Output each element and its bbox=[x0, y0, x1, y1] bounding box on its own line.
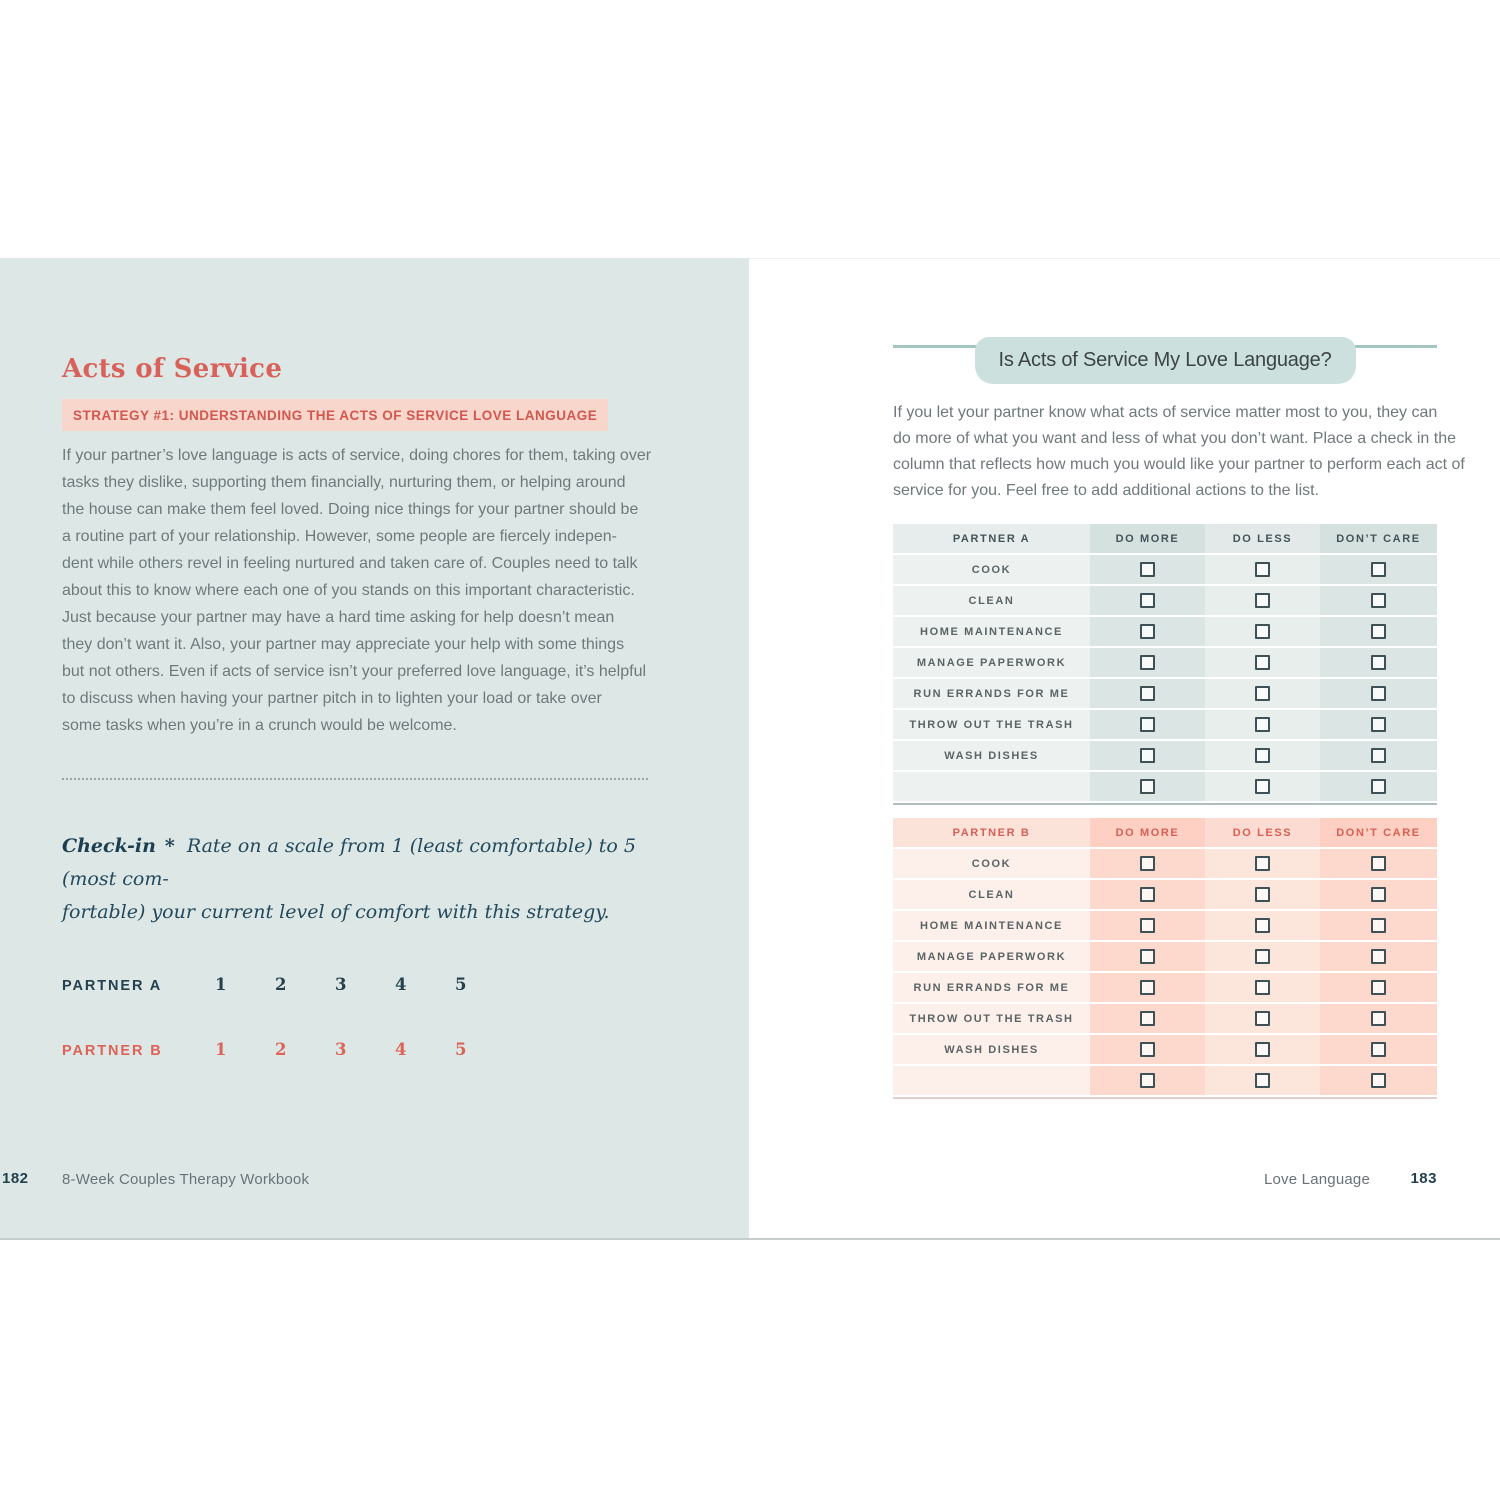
checkbox-cell bbox=[1090, 679, 1205, 708]
checkbox[interactable] bbox=[1255, 655, 1270, 670]
checkbox-cell bbox=[1320, 911, 1437, 940]
header-cell bbox=[1320, 524, 1437, 553]
partner-a-checklist bbox=[893, 524, 1437, 805]
check-in-line-2: fortable) your current level of comfort with this strategy. bbox=[62, 901, 610, 923]
checkbox-cell bbox=[1320, 1066, 1437, 1095]
section-title: Love Language bbox=[1263, 1171, 1370, 1188]
table-row bbox=[893, 849, 1437, 878]
checkbox-cell bbox=[1090, 1066, 1205, 1095]
body-text-line: If your partner’s love language is acts of service, doing chores for them, taking over bbox=[62, 447, 652, 464]
row-label-cell bbox=[893, 849, 1090, 878]
table-row bbox=[893, 942, 1437, 971]
checkbox[interactable] bbox=[1140, 624, 1155, 639]
row-label: MANAGE PAPERWORK bbox=[916, 950, 1067, 963]
checkbox-cell bbox=[1090, 617, 1205, 646]
checkbox-cell bbox=[1090, 648, 1205, 677]
checkbox-cell bbox=[1205, 648, 1320, 677]
checkbox[interactable] bbox=[1140, 1042, 1155, 1057]
checkbox[interactable] bbox=[1371, 686, 1386, 701]
checkbox-cell bbox=[1320, 710, 1437, 739]
checkbox[interactable] bbox=[1140, 655, 1155, 670]
row-label: WASH DISHES bbox=[944, 1043, 1039, 1056]
table-row bbox=[893, 710, 1437, 739]
checkbox[interactable] bbox=[1255, 593, 1270, 608]
left-page-number: 182 bbox=[2, 1170, 29, 1187]
checkbox[interactable] bbox=[1140, 686, 1155, 701]
checkbox[interactable] bbox=[1255, 887, 1270, 902]
body-text-line: dent while others revel in feeling nurtured and taken care of. Couples need to talk bbox=[62, 555, 638, 572]
checkbox[interactable] bbox=[1140, 593, 1155, 608]
page-title: Acts of Service bbox=[62, 354, 283, 384]
checkbox[interactable] bbox=[1255, 1073, 1270, 1088]
checkbox-cell bbox=[1320, 849, 1437, 878]
row-label: COOK bbox=[971, 563, 1012, 576]
row-label-cell bbox=[893, 710, 1090, 739]
checkbox[interactable] bbox=[1140, 562, 1155, 577]
checkbox[interactable] bbox=[1140, 1073, 1155, 1088]
checkbox[interactable] bbox=[1255, 980, 1270, 995]
checkbox-cell bbox=[1090, 586, 1205, 615]
checkbox[interactable] bbox=[1140, 887, 1155, 902]
partner-b-rating-5: 5 bbox=[455, 1040, 467, 1059]
table-row bbox=[893, 1004, 1437, 1033]
book-title: 8-Week Couples Therapy Workbook bbox=[62, 1171, 310, 1188]
row-label: HOME MAINTENANCE bbox=[920, 919, 1063, 932]
row-label: MANAGE PAPERWORK bbox=[916, 656, 1067, 669]
worksheet-intro bbox=[893, 400, 1465, 504]
row-label-cell bbox=[893, 942, 1090, 971]
row-label: RUN ERRANDS FOR ME bbox=[913, 687, 1070, 700]
header-label: DON’T CARE bbox=[1336, 826, 1421, 839]
checkbox-cell bbox=[1090, 973, 1205, 1002]
header-cell bbox=[1090, 818, 1205, 847]
partner-b-rating-3: 3 bbox=[335, 1040, 347, 1059]
table-row bbox=[893, 586, 1437, 615]
checkbox[interactable] bbox=[1255, 918, 1270, 933]
partner-a-rating-2: 2 bbox=[275, 975, 287, 994]
checkbox-cell bbox=[1205, 617, 1320, 646]
header-cell bbox=[1205, 818, 1320, 847]
checkbox-cell bbox=[1090, 1035, 1205, 1064]
checkbox[interactable] bbox=[1371, 562, 1386, 577]
table-row bbox=[893, 772, 1437, 801]
body-text-line: to discuss when having your partner pitch in to lighten your load or take over bbox=[62, 690, 602, 707]
checkbox-cell bbox=[1090, 555, 1205, 584]
body-paragraph bbox=[62, 442, 652, 739]
checkbox-cell bbox=[1320, 648, 1437, 677]
checkbox[interactable] bbox=[1371, 887, 1386, 902]
table-row bbox=[893, 911, 1437, 940]
checkbox-cell bbox=[1320, 741, 1437, 770]
table-header-row bbox=[893, 524, 1437, 553]
table-row bbox=[893, 880, 1437, 909]
row-label-cell bbox=[893, 1035, 1090, 1064]
table-row bbox=[893, 1066, 1437, 1095]
checkbox[interactable] bbox=[1140, 918, 1155, 933]
checkbox[interactable] bbox=[1371, 1011, 1386, 1026]
header-label: DO MORE bbox=[1115, 826, 1180, 839]
check-in-label: Check-in bbox=[62, 835, 156, 857]
checkbox-cell bbox=[1320, 555, 1437, 584]
checkbox[interactable] bbox=[1255, 1011, 1270, 1026]
checkbox-cell bbox=[1320, 1035, 1437, 1064]
table-row bbox=[893, 973, 1437, 1002]
body-text-line: Just because your partner may have a hard time asking for help doesn’t mean bbox=[62, 609, 615, 626]
checkbox[interactable] bbox=[1371, 779, 1386, 794]
left-page bbox=[0, 258, 749, 1238]
header-label: DO MORE bbox=[1115, 532, 1180, 545]
checkbox[interactable] bbox=[1140, 717, 1155, 732]
checkbox-cell bbox=[1090, 942, 1205, 971]
body-text-line: some tasks when you’re in a crunch would be welcome. bbox=[62, 717, 457, 734]
partner-b-rating-4: 4 bbox=[395, 1040, 407, 1059]
body-text-line: tasks they dislike, supporting them financially, nurturing them, or helping around bbox=[62, 474, 626, 491]
rating-scale-partner-a bbox=[62, 975, 648, 994]
partner-a-rating-4: 4 bbox=[395, 975, 407, 994]
header-label: DO LESS bbox=[1232, 532, 1293, 545]
checkbox-cell bbox=[1205, 942, 1320, 971]
rating-scale-partner-b bbox=[62, 1040, 648, 1059]
header-label: DO LESS bbox=[1232, 826, 1293, 839]
checkbox[interactable] bbox=[1255, 624, 1270, 639]
rating-scales bbox=[62, 975, 648, 1059]
left-page-footer bbox=[0, 1170, 749, 1190]
checkbox[interactable] bbox=[1371, 1073, 1386, 1088]
partner-a-label: PARTNER A bbox=[62, 978, 163, 994]
row-label-cell bbox=[893, 555, 1090, 584]
body-text-line: about this to know where each one of you stands on this important characteristic. bbox=[62, 582, 635, 599]
asterisk-icon: * bbox=[164, 835, 175, 857]
header-label: DON’T CARE bbox=[1336, 532, 1421, 545]
checkbox[interactable] bbox=[1255, 717, 1270, 732]
checkbox-cell bbox=[1205, 911, 1320, 940]
row-label-cell bbox=[893, 741, 1090, 770]
body-text-line: they don’t want it. Also, your partner may appreciate your help with some things bbox=[62, 636, 625, 653]
checkbox-cell bbox=[1320, 880, 1437, 909]
checkbox-cell bbox=[1090, 880, 1205, 909]
checkbox[interactable] bbox=[1140, 779, 1155, 794]
checkbox[interactable] bbox=[1255, 779, 1270, 794]
strategy-heading: STRATEGY #1: UNDERSTANDING THE ACTS OF SERVICE LOVE LANGUAGE bbox=[62, 399, 608, 431]
checkbox-cell bbox=[1205, 741, 1320, 770]
checkbox-cell bbox=[1205, 710, 1320, 739]
right-page-footer bbox=[749, 1170, 1500, 1190]
book-spread bbox=[0, 258, 1500, 1238]
row-label-cell bbox=[893, 586, 1090, 615]
checkbox-cell bbox=[1205, 555, 1320, 584]
row-label: RUN ERRANDS FOR ME bbox=[913, 981, 1070, 994]
partner-a-rating-5: 5 bbox=[455, 975, 467, 994]
intro-text-line: service for you. Feel free to add additional actions to the list. bbox=[893, 482, 1320, 499]
row-label-cell bbox=[893, 973, 1090, 1002]
table-row bbox=[893, 741, 1437, 770]
checkbox-cell bbox=[1205, 586, 1320, 615]
checkbox[interactable] bbox=[1371, 1042, 1386, 1057]
checkbox[interactable] bbox=[1140, 856, 1155, 871]
header-partner-cell bbox=[893, 524, 1090, 553]
table-row bbox=[893, 679, 1437, 708]
checkbox[interactable] bbox=[1140, 1011, 1155, 1026]
checkbox-cell bbox=[1090, 911, 1205, 940]
body-text-line: the house can make them feel loved. Doing nice things for your partner should be bbox=[62, 501, 639, 518]
checkbox-cell bbox=[1320, 1004, 1437, 1033]
header-label: PARTNER B bbox=[952, 826, 1031, 839]
check-in-line-1 bbox=[62, 830, 662, 896]
checkbox-cell bbox=[1090, 1004, 1205, 1033]
checkbox[interactable] bbox=[1255, 856, 1270, 871]
partner-b-label: PARTNER B bbox=[62, 1043, 163, 1059]
table-bottom-edge bbox=[893, 803, 1437, 805]
row-label-cell bbox=[893, 617, 1090, 646]
checkbox-cell bbox=[1205, 1066, 1320, 1095]
checkbox[interactable] bbox=[1371, 624, 1386, 639]
check-in-instruction bbox=[62, 830, 662, 929]
checklist-tables bbox=[893, 524, 1437, 1099]
partner-a-rating-3: 3 bbox=[335, 975, 347, 994]
header-cell bbox=[1320, 818, 1437, 847]
row-label: CLEAN bbox=[968, 888, 1015, 901]
intro-text-line: column that reflects how much you would like your partner to perform each act of bbox=[893, 456, 1465, 473]
header-cell bbox=[1205, 524, 1320, 553]
row-label-cell bbox=[893, 911, 1090, 940]
table-header-row bbox=[893, 818, 1437, 847]
checkbox-cell bbox=[1205, 1004, 1320, 1033]
checkbox[interactable] bbox=[1140, 980, 1155, 995]
checkbox[interactable] bbox=[1371, 717, 1386, 732]
header-cell bbox=[1090, 524, 1205, 553]
body-text-line: but not others. Even if acts of service isn’t your preferred love language, it’s helpful bbox=[62, 663, 647, 680]
checkbox-cell bbox=[1205, 849, 1320, 878]
checkbox[interactable] bbox=[1371, 655, 1386, 670]
checkbox[interactable] bbox=[1255, 949, 1270, 964]
right-page-content bbox=[893, 337, 1465, 1099]
checkbox[interactable] bbox=[1371, 949, 1386, 964]
table-row bbox=[893, 555, 1437, 584]
checkbox[interactable] bbox=[1371, 918, 1386, 933]
checkbox[interactable] bbox=[1371, 980, 1386, 995]
table-row bbox=[893, 1035, 1437, 1064]
checkbox-cell bbox=[1205, 1035, 1320, 1064]
table-row bbox=[893, 648, 1437, 677]
worksheet-title-banner: Is Acts of Service My Love Language? bbox=[975, 337, 1356, 384]
checkbox-cell bbox=[1205, 880, 1320, 909]
row-label: CLEAN bbox=[968, 594, 1015, 607]
checkbox[interactable] bbox=[1371, 856, 1386, 871]
checkbox[interactable] bbox=[1255, 748, 1270, 763]
right-page bbox=[749, 258, 1500, 1238]
checkbox[interactable] bbox=[1255, 686, 1270, 701]
intro-text-line: do more of what you want and less of what you don’t want. Place a check in the bbox=[893, 430, 1456, 447]
table-row bbox=[893, 617, 1437, 646]
row-label-cell bbox=[893, 880, 1090, 909]
checkbox[interactable] bbox=[1255, 1042, 1270, 1057]
check-in-text: Rate on a scale from 1 (least comfortable) to 5 (most com- bbox=[62, 835, 636, 890]
header-label: PARTNER A bbox=[952, 532, 1031, 545]
partner-a-rating-1: 1 bbox=[215, 975, 227, 994]
checkbox[interactable] bbox=[1140, 748, 1155, 763]
checkbox-cell bbox=[1320, 973, 1437, 1002]
checkbox-cell bbox=[1090, 849, 1205, 878]
checkbox-cell bbox=[1090, 710, 1205, 739]
checkbox-cell bbox=[1320, 679, 1437, 708]
intro-text-line: If you let your partner know what acts of service matter most to you, they can bbox=[893, 404, 1438, 421]
row-label: WASH DISHES bbox=[944, 749, 1039, 762]
body-text-line: a routine part of your relationship. However, some people are fiercely indepen- bbox=[62, 528, 617, 545]
partner-b-checklist bbox=[893, 818, 1437, 1099]
row-label: HOME MAINTENANCE bbox=[920, 625, 1063, 638]
checkbox-cell bbox=[1205, 973, 1320, 1002]
checkbox-cell bbox=[1320, 617, 1437, 646]
checkbox-cell bbox=[1090, 772, 1205, 801]
dotted-divider bbox=[62, 778, 648, 780]
checkbox-cell bbox=[1320, 772, 1437, 801]
checkbox-cell bbox=[1205, 772, 1320, 801]
right-page-number: 183 bbox=[1410, 1170, 1437, 1187]
checkbox[interactable] bbox=[1371, 593, 1386, 608]
partner-b-rating-1: 1 bbox=[215, 1040, 227, 1059]
checkbox-cell bbox=[1090, 741, 1205, 770]
row-label-cell bbox=[893, 1066, 1090, 1095]
row-label: THROW OUT THE TRASH bbox=[909, 718, 1074, 731]
left-page-content bbox=[0, 354, 652, 1059]
partner-b-rating-2: 2 bbox=[275, 1040, 287, 1059]
header-partner-cell bbox=[893, 818, 1090, 847]
row-label-cell bbox=[893, 648, 1090, 677]
row-label-cell bbox=[893, 772, 1090, 801]
checkbox[interactable] bbox=[1371, 748, 1386, 763]
checkbox-cell bbox=[1320, 586, 1437, 615]
checkbox-cell bbox=[1205, 679, 1320, 708]
row-label-cell bbox=[893, 1004, 1090, 1033]
banner-wrap bbox=[893, 337, 1437, 384]
row-label: THROW OUT THE TRASH bbox=[909, 1012, 1074, 1025]
row-label-cell bbox=[893, 679, 1090, 708]
checkbox-cell bbox=[1320, 942, 1437, 971]
checkbox[interactable] bbox=[1255, 562, 1270, 577]
row-label: COOK bbox=[971, 857, 1012, 870]
table-bottom-edge bbox=[893, 1097, 1437, 1099]
checkbox[interactable] bbox=[1140, 949, 1155, 964]
